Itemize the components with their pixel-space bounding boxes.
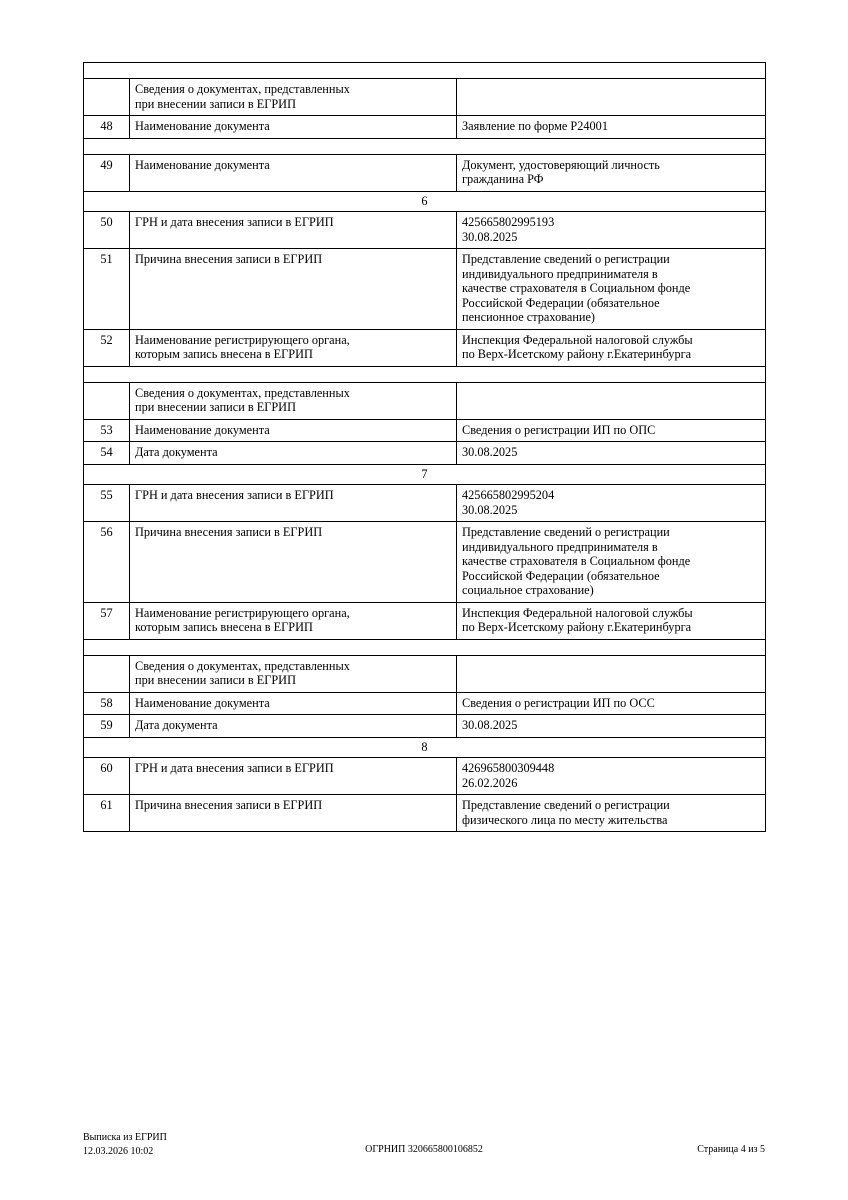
row-attribute-name xyxy=(130,329,457,366)
footer-ogrnip: ОГРНИП 320665800106852 xyxy=(365,1144,483,1155)
spacer-cell xyxy=(84,639,766,655)
row-attribute-name xyxy=(130,758,457,795)
table-row xyxy=(84,692,766,715)
row-attribute-value xyxy=(457,655,766,692)
row-attribute-name-line: Дата документа xyxy=(135,718,218,732)
row-attribute-name-line: Наименование документа xyxy=(135,157,270,172)
row-attribute-value xyxy=(457,715,766,738)
row-number-line: 52 xyxy=(100,332,113,347)
row-attribute-name-line: ГРН и дата внесения записи в ЕГРИП xyxy=(135,488,334,502)
row-attribute-value xyxy=(457,79,766,116)
page-footer xyxy=(0,1131,848,1171)
row-number-line: 54 xyxy=(100,445,113,459)
section-label: 6 xyxy=(84,191,766,212)
row-attribute-name-line: которым запись внесена в ЕГРИП xyxy=(135,620,313,634)
row-number-line: 51 xyxy=(100,252,113,266)
row-number-line: 58 xyxy=(100,695,113,710)
row-attribute-value-line: 425665802995204 xyxy=(462,488,555,502)
row-number-line: 56 xyxy=(100,525,113,539)
row-attribute-name-line: которым запись внесена в ЕГРИП xyxy=(135,347,313,361)
row-number xyxy=(84,442,130,465)
row-attribute-name-line: Причина внесения записи в ЕГРИП xyxy=(135,798,323,812)
row-attribute-value-line: пенсионное страхование) xyxy=(462,310,596,324)
row-attribute-value xyxy=(457,758,766,795)
row-attribute-name-line: при внесении записи в ЕГРИП xyxy=(135,96,296,111)
row-attribute-value-line: 425665802995193 xyxy=(462,215,555,229)
footer-timestamp: 12.03.2026 10:02 xyxy=(83,1145,154,1157)
row-attribute-value xyxy=(457,249,766,330)
row-number-line: 55 xyxy=(100,488,113,502)
table-spacer-row xyxy=(84,639,766,655)
row-attribute-name xyxy=(130,692,457,715)
row-number-line: 57 xyxy=(100,605,113,620)
row-attribute-name xyxy=(130,154,457,191)
table-spacer-row xyxy=(84,138,766,154)
row-attribute-value-line: социальное страхование) xyxy=(462,583,594,597)
table-row xyxy=(84,758,766,795)
table-row xyxy=(84,382,766,419)
table-row xyxy=(84,522,766,603)
spacer-cell xyxy=(84,63,766,79)
row-attribute-name xyxy=(130,212,457,249)
row-number-line: 59 xyxy=(100,718,113,732)
row-attribute-value-line: 26.02.2026 xyxy=(462,775,518,790)
table-row xyxy=(84,212,766,249)
row-number-line: 48 xyxy=(100,119,113,133)
row-attribute-value-line: Представление сведений о регистрации xyxy=(462,252,670,266)
table-row xyxy=(84,154,766,191)
row-attribute-name xyxy=(130,715,457,738)
row-attribute-name-line: ГРН и дата внесения записи в ЕГРИП xyxy=(135,215,334,229)
row-attribute-value-line: качестве страхователя в Социальном фонде xyxy=(462,281,691,295)
row-attribute-value-line: качестве страхователя в Социальном фонде xyxy=(462,554,691,568)
row-number xyxy=(84,419,130,442)
row-attribute-name-line: Наименование документа xyxy=(135,422,270,437)
row-attribute-value xyxy=(457,382,766,419)
row-number xyxy=(84,485,130,522)
row-attribute-name xyxy=(130,485,457,522)
table-spacer-row xyxy=(84,63,766,79)
row-attribute-value-line: Российской Федерации (обязательное xyxy=(462,295,660,310)
row-attribute-name xyxy=(130,382,457,419)
table-section-row xyxy=(84,464,766,485)
row-attribute-name xyxy=(130,419,457,442)
row-number-line: 61 xyxy=(100,798,113,812)
row-attribute-name-line: Наименование регистрирующего органа, xyxy=(135,332,350,347)
row-attribute-name-line: Сведения о документах, представленных xyxy=(135,82,350,96)
spacer-cell xyxy=(84,366,766,382)
row-attribute-value-line: Представление сведений о регистрации xyxy=(462,525,670,539)
row-number xyxy=(84,212,130,249)
row-attribute-value-line: 30.08.2025 xyxy=(462,229,518,244)
table-row xyxy=(84,602,766,639)
row-attribute-value-line: по Верх-Исетскому району г.Екатеринбурга xyxy=(462,347,692,361)
table-row xyxy=(84,655,766,692)
row-attribute-name-line: Причина внесения записи в ЕГРИП xyxy=(135,252,323,266)
row-attribute-name-line: ГРН и дата внесения записи в ЕГРИП xyxy=(135,761,334,775)
row-number xyxy=(84,329,130,366)
row-attribute-value-line: Сведения о регистрации ИП по ОСС xyxy=(462,695,655,710)
section-label: 8 xyxy=(84,737,766,758)
footer-document-title: Выписка из ЕГРИП xyxy=(83,1132,167,1143)
row-attribute-value xyxy=(457,154,766,191)
table-row xyxy=(84,442,766,465)
row-number xyxy=(84,249,130,330)
row-attribute-name xyxy=(130,116,457,139)
table-row xyxy=(84,419,766,442)
row-attribute-value xyxy=(457,692,766,715)
row-attribute-value-line: 426965800309448 xyxy=(462,761,555,775)
row-attribute-name-line: Наименование документа xyxy=(135,119,270,133)
row-attribute-name xyxy=(130,442,457,465)
row-attribute-name-line: Дата документа xyxy=(135,445,218,459)
row-number-line: 49 xyxy=(100,157,113,172)
row-attribute-name-line: при внесении записи в ЕГРИП xyxy=(135,400,296,414)
row-attribute-value-line: 30.08.2025 xyxy=(462,445,518,459)
row-attribute-value-line: гражданина РФ xyxy=(462,172,544,186)
row-attribute-value-line: Документ, удостоверяющий личность xyxy=(462,157,660,172)
row-attribute-value xyxy=(457,795,766,832)
row-number-line: 53 xyxy=(100,422,113,437)
row-number xyxy=(84,522,130,603)
row-attribute-name xyxy=(130,602,457,639)
row-number xyxy=(84,655,130,692)
row-number xyxy=(84,154,130,191)
table-spacer-row xyxy=(84,366,766,382)
row-attribute-value xyxy=(457,212,766,249)
table-row xyxy=(84,485,766,522)
table-body xyxy=(84,63,766,832)
row-attribute-value-line: Сведения о регистрации ИП по ОПС xyxy=(462,422,656,437)
row-attribute-name xyxy=(130,79,457,116)
row-number xyxy=(84,79,130,116)
row-number xyxy=(84,758,130,795)
row-attribute-value-line: 30.08.2025 xyxy=(462,502,518,517)
row-attribute-name xyxy=(130,655,457,692)
row-attribute-value-line: по Верх-Исетскому району г.Екатеринбурга xyxy=(462,620,692,634)
row-attribute-value xyxy=(457,602,766,639)
row-attribute-value-line: Заявление по форме Р24001 xyxy=(462,119,608,133)
row-number xyxy=(84,602,130,639)
table-row xyxy=(84,116,766,139)
row-attribute-value-line: Инспекция Федеральной налоговой службы xyxy=(462,332,693,347)
table-section-row xyxy=(84,191,766,212)
egrip-records-table xyxy=(83,62,766,832)
section-label: 7 xyxy=(84,464,766,485)
row-attribute-name xyxy=(130,795,457,832)
table-row xyxy=(84,329,766,366)
row-number-line: 60 xyxy=(100,761,113,775)
row-attribute-value-line: Представление сведений о регистрации xyxy=(462,798,670,812)
row-attribute-name-line: Сведения о документах, представленных xyxy=(135,658,350,673)
row-attribute-value-line: 30.08.2025 xyxy=(462,718,518,732)
row-attribute-value-line: Инспекция Федеральной налоговой службы xyxy=(462,605,693,620)
row-number xyxy=(84,795,130,832)
row-number xyxy=(84,692,130,715)
row-attribute-value xyxy=(457,329,766,366)
table-row xyxy=(84,79,766,116)
spacer-cell xyxy=(84,138,766,154)
row-attribute-value-line: физического лица по месту жительства xyxy=(462,812,668,827)
row-number xyxy=(84,382,130,419)
row-attribute-value xyxy=(457,442,766,465)
table-row xyxy=(84,249,766,330)
row-attribute-value xyxy=(457,116,766,139)
row-attribute-name-line: Сведения о документах, представленных xyxy=(135,385,350,400)
table-section-row xyxy=(84,737,766,758)
row-number-line: 50 xyxy=(100,215,113,229)
row-attribute-value xyxy=(457,485,766,522)
row-attribute-value xyxy=(457,522,766,603)
table-row xyxy=(84,795,766,832)
table-row xyxy=(84,715,766,738)
row-attribute-value-line: индивидуального предпринимателя в xyxy=(462,266,658,281)
row-number xyxy=(84,116,130,139)
row-attribute-name xyxy=(130,249,457,330)
row-attribute-name-line: Наименование регистрирующего органа, xyxy=(135,605,350,620)
row-attribute-name xyxy=(130,522,457,603)
row-attribute-value-line: Российской Федерации (обязательное xyxy=(462,568,660,583)
row-attribute-name-line: Наименование документа xyxy=(135,695,270,710)
row-attribute-name-line: при внесении записи в ЕГРИП xyxy=(135,673,296,687)
row-attribute-value xyxy=(457,419,766,442)
footer-page-number: Страница 4 из 5 xyxy=(697,1144,765,1155)
row-attribute-value-line: индивидуального предпринимателя в xyxy=(462,539,658,554)
row-number xyxy=(84,715,130,738)
row-attribute-name-line: Причина внесения записи в ЕГРИП xyxy=(135,525,323,539)
